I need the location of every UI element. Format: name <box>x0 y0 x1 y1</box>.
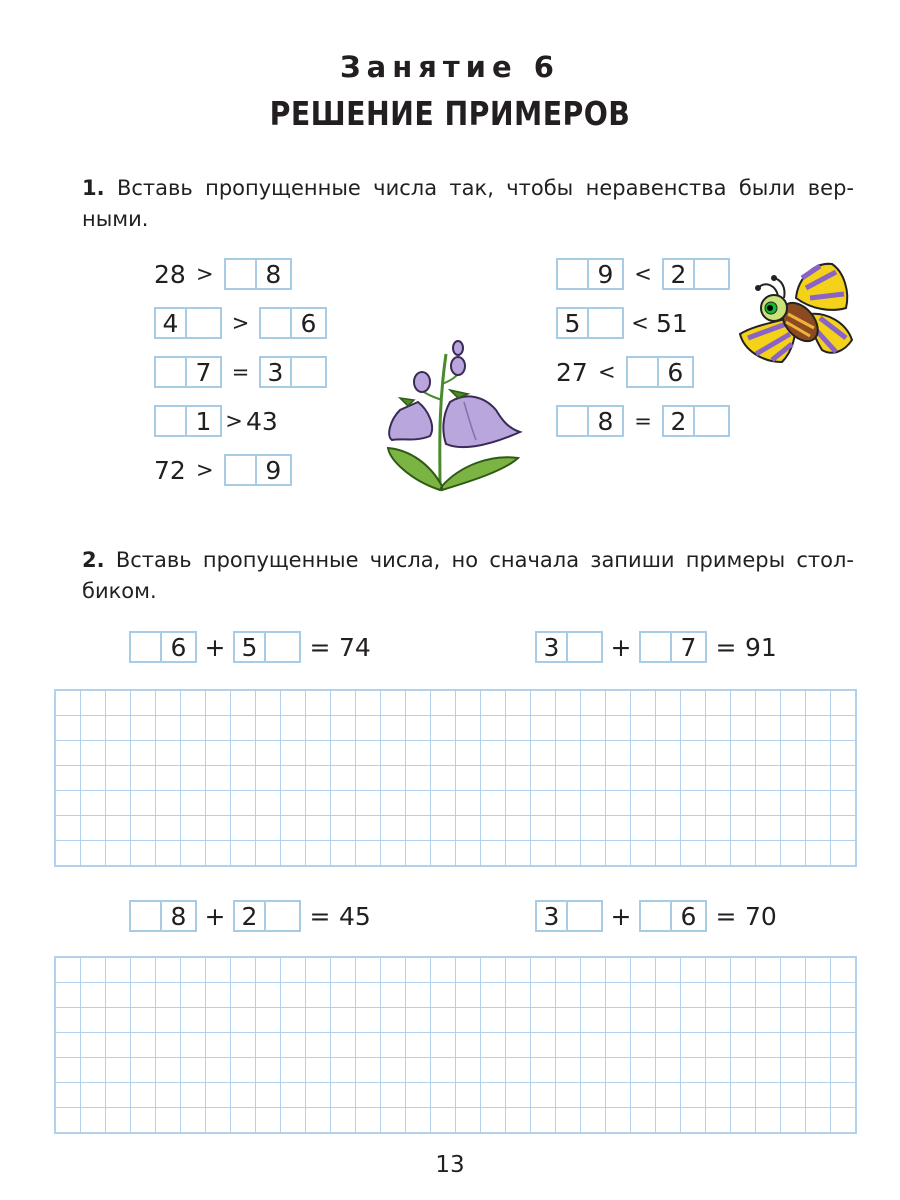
answer-cell[interactable] <box>556 405 589 437</box>
answer-cell[interactable]: 2 <box>233 900 266 932</box>
operator: < <box>634 262 652 286</box>
operator: < <box>598 360 616 384</box>
answer-cell[interactable] <box>626 356 659 388</box>
digit-boxes <box>259 356 327 388</box>
answer-cell[interactable] <box>266 631 301 663</box>
result: 45 <box>339 901 371 931</box>
operator: > <box>196 458 214 482</box>
answer-cell[interactable] <box>129 900 162 932</box>
answer-cell[interactable] <box>187 307 222 339</box>
digit-boxes <box>639 631 707 663</box>
digit-boxes <box>129 631 197 663</box>
answer-cell[interactable]: 7 <box>672 631 707 663</box>
digit-boxes <box>154 307 222 339</box>
number: 72 <box>154 455 186 485</box>
result: 91 <box>745 632 777 662</box>
answer-cell[interactable]: 2 <box>662 258 695 290</box>
task-text: Вставь пропущенные числа так, чтобы неравенства были верными. <box>82 176 854 231</box>
digit-boxes <box>556 307 624 339</box>
digit-boxes <box>154 405 222 437</box>
digit-boxes <box>224 454 292 486</box>
operator: + <box>610 901 632 931</box>
answer-cell[interactable]: 4 <box>154 307 187 339</box>
operator: + <box>610 632 632 662</box>
equals-sign: = <box>309 901 331 931</box>
answer-cell[interactable]: 8 <box>589 405 624 437</box>
answer-cell[interactable] <box>639 900 672 932</box>
lesson-heading: Занятие 6 <box>340 50 560 84</box>
result: 70 <box>745 901 777 931</box>
operator: + <box>204 901 226 931</box>
operator: < <box>631 311 649 335</box>
digit-boxes <box>233 900 301 932</box>
digit-boxes <box>224 258 292 290</box>
work-grid[interactable] <box>54 956 857 1134</box>
bellflower-illustration <box>380 340 530 492</box>
answer-cell[interactable]: 1 <box>187 405 222 437</box>
answer-cell[interactable]: 9 <box>257 454 292 486</box>
operator: > <box>196 262 214 286</box>
answer-cell[interactable] <box>292 356 327 388</box>
work-grid[interactable] <box>54 689 857 867</box>
answer-cell[interactable] <box>154 356 187 388</box>
answer-cell[interactable]: 3 <box>535 631 568 663</box>
number: 51 <box>656 308 688 338</box>
result: 74 <box>339 632 371 662</box>
inequality-row <box>556 403 730 439</box>
answer-cell[interactable] <box>556 258 589 290</box>
task-1-right-column <box>556 256 730 439</box>
digit-boxes <box>662 405 730 437</box>
butterfly-illustration <box>736 258 856 378</box>
inequality-row <box>154 452 327 488</box>
answer-cell[interactable]: 6 <box>162 631 197 663</box>
operator: > <box>225 409 243 433</box>
number: 27 <box>556 357 588 387</box>
task-number: 2. <box>82 548 105 572</box>
operator: > <box>231 311 250 335</box>
answer-cell[interactable] <box>129 631 162 663</box>
operator: + <box>204 632 226 662</box>
answer-cell[interactable] <box>568 900 603 932</box>
task-2-instruction <box>82 545 854 607</box>
equals-sign: = <box>715 901 737 931</box>
digit-boxes <box>259 307 327 339</box>
answer-cell[interactable]: 7 <box>187 356 222 388</box>
digit-boxes <box>129 900 197 932</box>
inequality-row <box>556 305 730 341</box>
equals-sign: = <box>715 632 737 662</box>
inequality-row <box>154 403 327 439</box>
answer-cell[interactable]: 8 <box>257 258 292 290</box>
inequality-row <box>154 256 327 292</box>
answer-cell[interactable] <box>224 454 257 486</box>
page-number: 13 <box>435 1152 465 1178</box>
answer-cell[interactable]: 5 <box>233 631 266 663</box>
inequality-row <box>556 354 730 390</box>
number: 43 <box>246 406 278 436</box>
inequality-row <box>556 256 730 292</box>
digit-boxes <box>233 631 301 663</box>
digit-boxes <box>639 900 707 932</box>
addition-example <box>129 629 371 665</box>
operator: = <box>231 360 250 384</box>
answer-cell[interactable]: 9 <box>589 258 624 290</box>
task-1-instruction <box>82 173 854 235</box>
answer-cell[interactable] <box>568 631 603 663</box>
task-text: Вставь пропущенные числа, но сначала запиши примеры столбиком. <box>82 548 854 603</box>
answer-cell[interactable]: 2 <box>662 405 695 437</box>
answer-cell[interactable] <box>266 900 301 932</box>
answer-cell[interactable] <box>639 631 672 663</box>
digit-boxes <box>535 631 603 663</box>
equals-sign: = <box>309 632 331 662</box>
answer-cell[interactable]: 3 <box>259 356 292 388</box>
task-number: 1. <box>82 176 105 200</box>
answer-cell[interactable]: 6 <box>659 356 694 388</box>
page-title: РЕШЕНИЕ ПРИМЕРОВ <box>269 94 631 133</box>
digit-boxes <box>662 258 730 290</box>
task-1-left-column <box>154 256 327 488</box>
answer-cell[interactable]: 6 <box>292 307 327 339</box>
digit-boxes <box>556 258 624 290</box>
inequality-row <box>154 305 327 341</box>
answer-cell[interactable]: 6 <box>672 900 707 932</box>
answer-cell[interactable] <box>695 258 730 290</box>
addition-example <box>535 898 777 934</box>
digit-boxes <box>535 900 603 932</box>
answer-cell[interactable]: 8 <box>162 900 197 932</box>
operator: = <box>634 409 652 433</box>
addition-example <box>535 629 777 665</box>
answer-cell[interactable] <box>259 307 292 339</box>
addition-example <box>129 898 371 934</box>
answer-cell[interactable]: 5 <box>556 307 589 339</box>
answer-cell[interactable]: 3 <box>535 900 568 932</box>
number: 28 <box>154 259 186 289</box>
answer-cell[interactable] <box>224 258 257 290</box>
answer-cell[interactable] <box>589 307 624 339</box>
answer-cell[interactable] <box>154 405 187 437</box>
digit-boxes <box>556 405 624 437</box>
digit-boxes <box>626 356 694 388</box>
inequality-row <box>154 354 327 390</box>
digit-boxes <box>154 356 222 388</box>
answer-cell[interactable] <box>695 405 730 437</box>
